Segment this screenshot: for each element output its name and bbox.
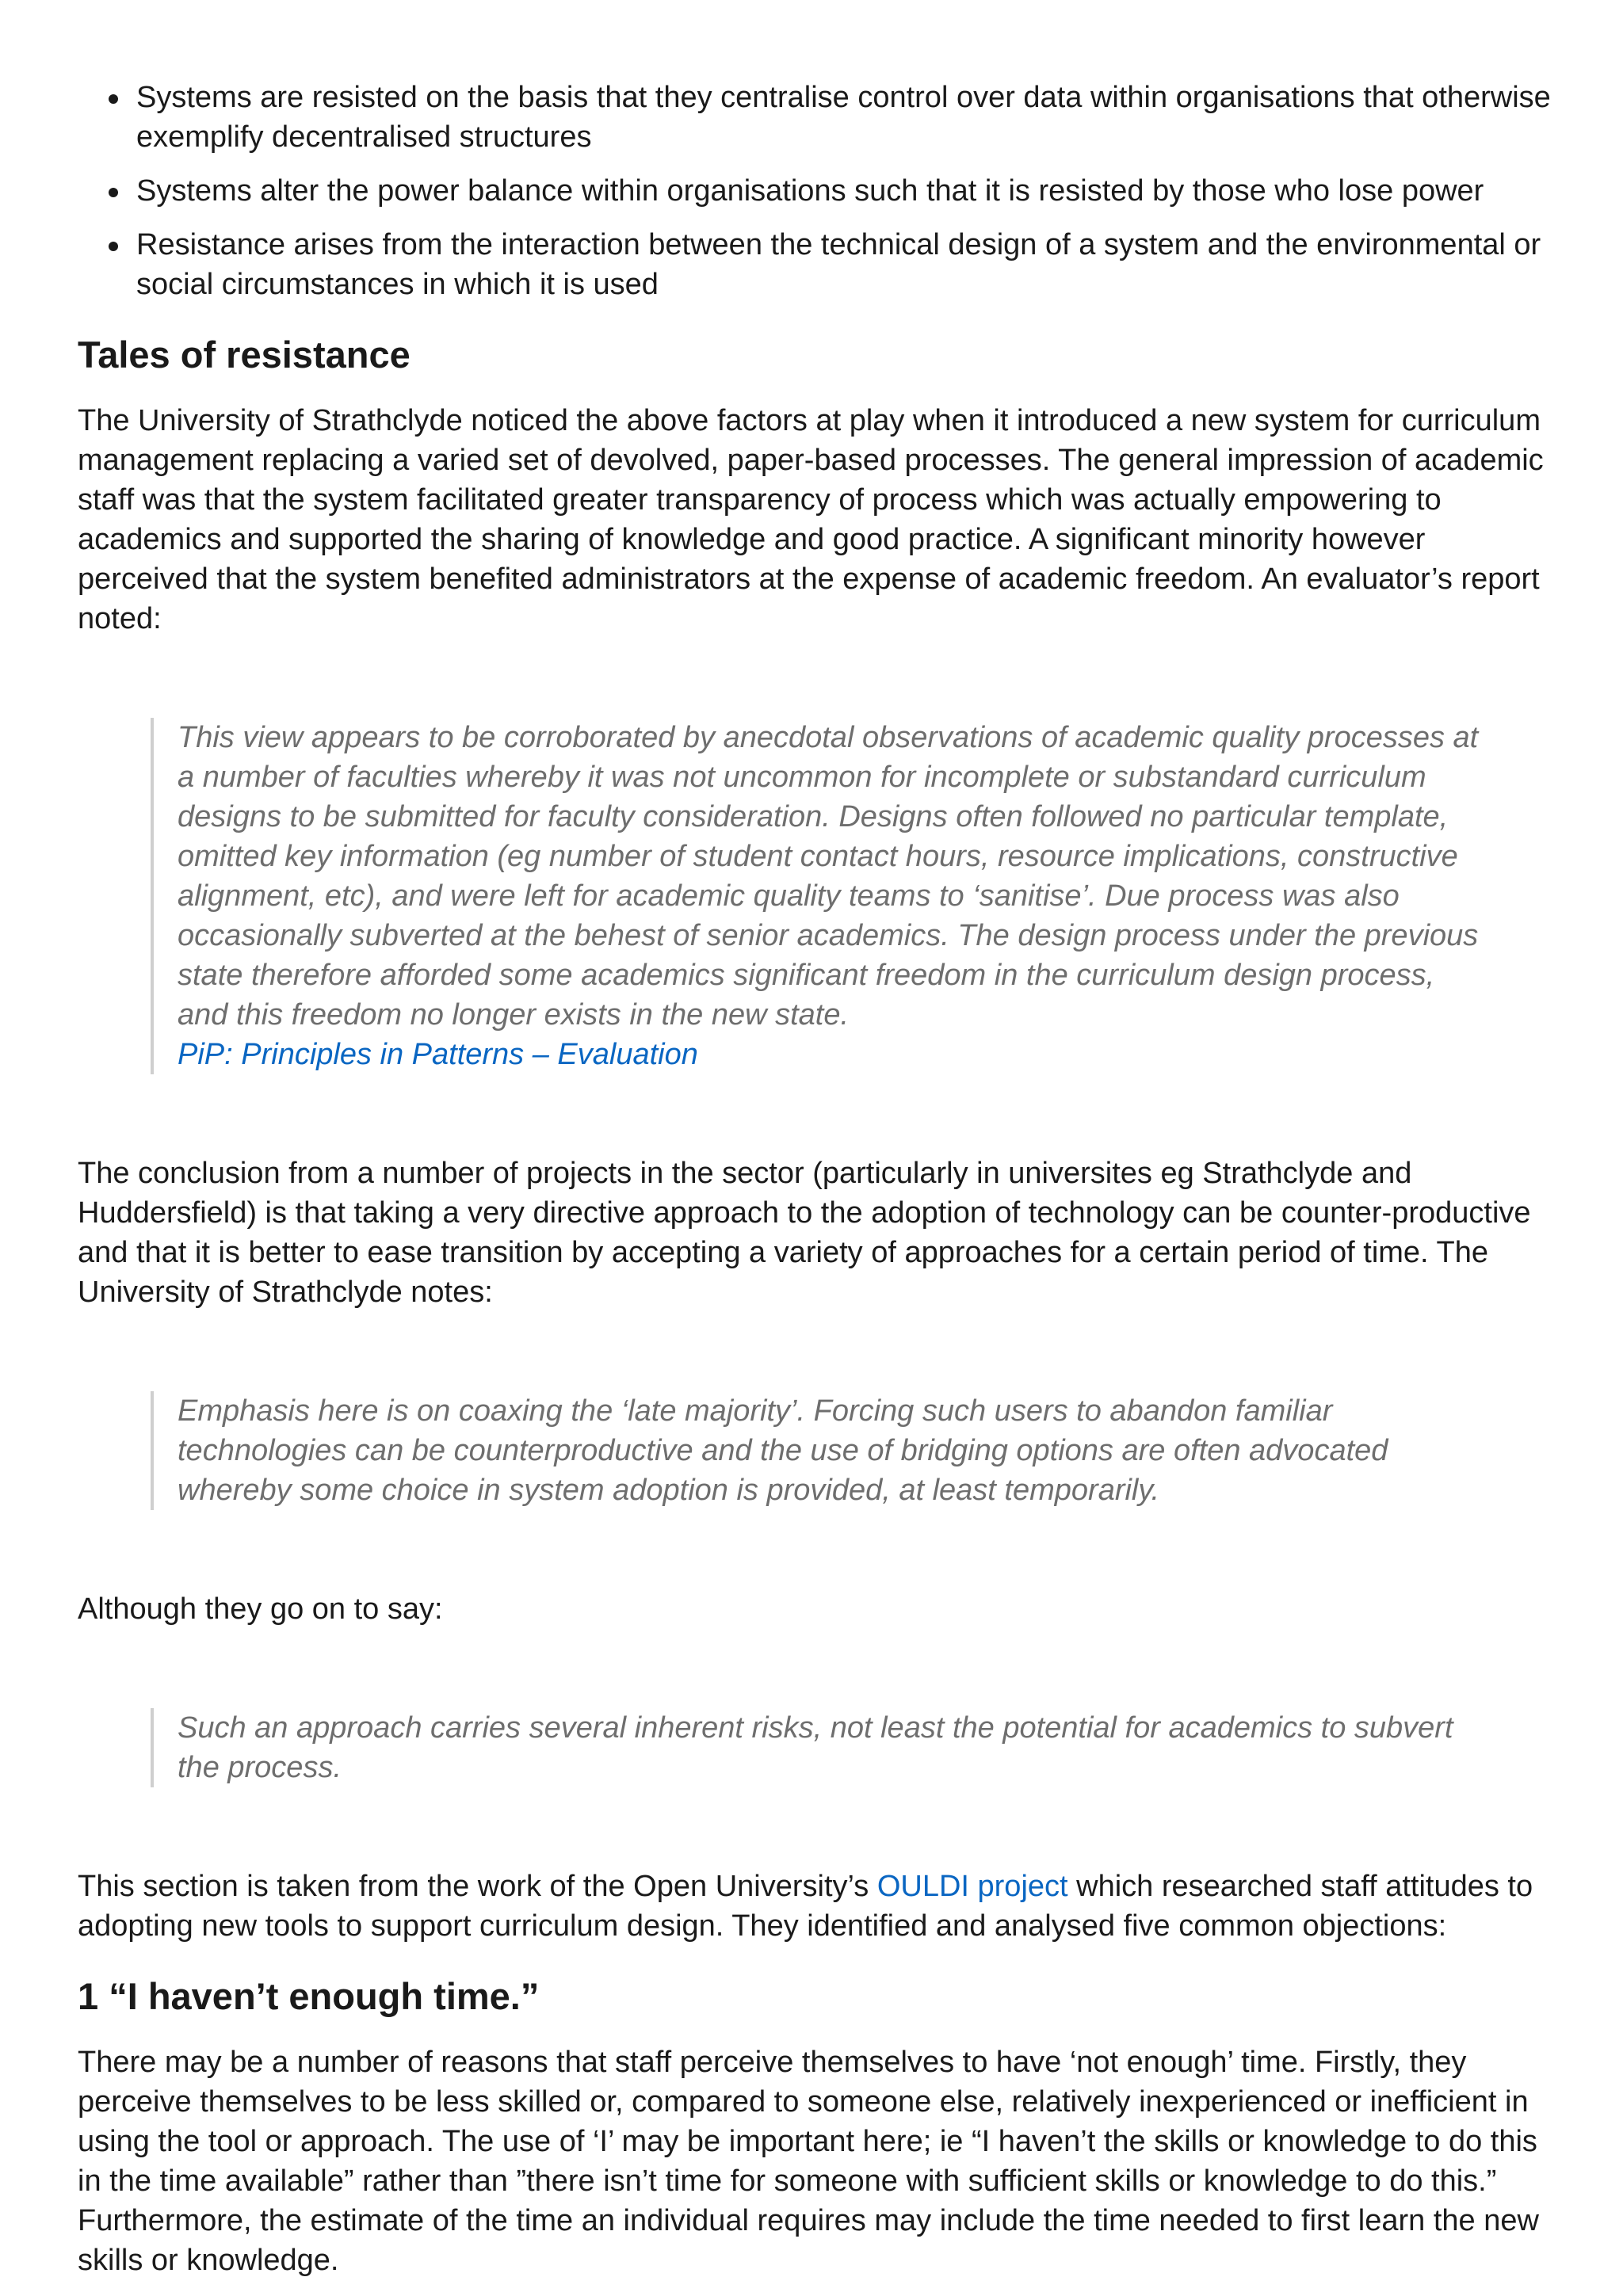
- quote-text: This view appears to be corroborated by anecdotal observations of academic quality processes at a number of faculties whereby it was not uncommon for incomplete or substandard curriculum designs to be submitted for faculty consideration. Designs often followed no particular template, omitted key information (eg number of student contact hours, resource implications, constructive alignment, etc), and were left for academic quality teams to ‘sanitise’. Due process was also occasionally subverted at the behest of senior academics. The design process under the previous state therefore afforded some academics significant freedom in the curriculum design process, and this freedom no longer exists in the new state.: [178, 721, 1479, 1032]
- bullet-icon: [109, 188, 118, 197]
- time-paragraph: There may be a number of reasons that staff perceive themselves to have ‘not enough’ time. Firstly, they perceive themselves to be less skilled or, compared to someone else, relatively inexperienced or inefficient in using the tool or approach. The use of ‘I’ may be important here; ie “I haven’t the skills or knowledge to do this in the time available” rather than ”there isn’t time for someone with sufficient skills or knowledge to do this.” Furthermore, the estimate of the time an individual requires may include the time needed to first learn the new skills or knowledge.: [78, 2046, 1539, 2277]
- list-item: Systems are resisted on the basis that they centralise control over data within organisations that otherwise exemplify decentralised structures: [136, 78, 1552, 157]
- late-majority-quote: [151, 1391, 1480, 1510]
- although-paragraph: Although they go on to say:: [78, 1592, 443, 1626]
- ouldi-paragraph: This section is taken from the work of the Open University’s OULDI project which researched staff attitudes to adopting new tools to support curriculum design. They identified and analysed five common objections:: [78, 1870, 1533, 1943]
- risks-quote: [151, 1708, 1480, 1787]
- conclusion-paragraph: The conclusion from a number of projects in the sector (particularly in universites eg Strathclyde and Huddersfield) is that taking a very directive approach to the adoption of technology can be counter-productive and that it is better to ease transition by accepting a variety of approaches for a certain period of time. The University of Strathclyde notes:: [78, 1157, 1531, 1309]
- section-heading-tales: Tales of resistance: [78, 334, 411, 376]
- quote-text: Emphasis here is on coaxing the ‘late majority’. Forcing such users to abandon familiar technologies can be counterproductive and the use of bridging options are often advocated whereby some choice in system adoption is provided, at least temporarily.: [178, 1394, 1388, 1507]
- bullet-icon: [109, 94, 118, 104]
- list-item: Systems alter the power balance within organisations such that it is resisted by those who lose power: [136, 171, 1552, 211]
- evaluation-quote: [151, 718, 1480, 1074]
- pip-evaluation-link[interactable]: PiP: Principles in Patterns – Evaluation: [178, 1038, 698, 1071]
- intro-paragraph: The University of Strathclyde noticed the above factors at play when it introduced a new system for curriculum management replacing a varied set of devolved, paper-based processes. The general impression of academic staff was that the system facilitated greater transparency of process which was actually empowering to academics and supported the sharing of knowledge and good practice. A significant minority however perceived that the system benefited administrators at the expense of academic freedom. An evaluator’s report noted:: [78, 404, 1544, 635]
- section-heading-time: 1 “I haven’t enough time.”: [78, 1975, 540, 2017]
- ouldi-project-link[interactable]: OULDI project: [876, 1870, 1068, 1903]
- bullet-icon: [109, 242, 118, 251]
- quote-text: Such an approach carries several inherent risks, not least the potential for academics to subvert the process.: [178, 1711, 1453, 1784]
- factor-list: [78, 78, 1552, 304]
- list-item: Resistance arises from the interaction between the technical design of a system and the environmental or social circumstances in which it is used: [136, 225, 1552, 304]
